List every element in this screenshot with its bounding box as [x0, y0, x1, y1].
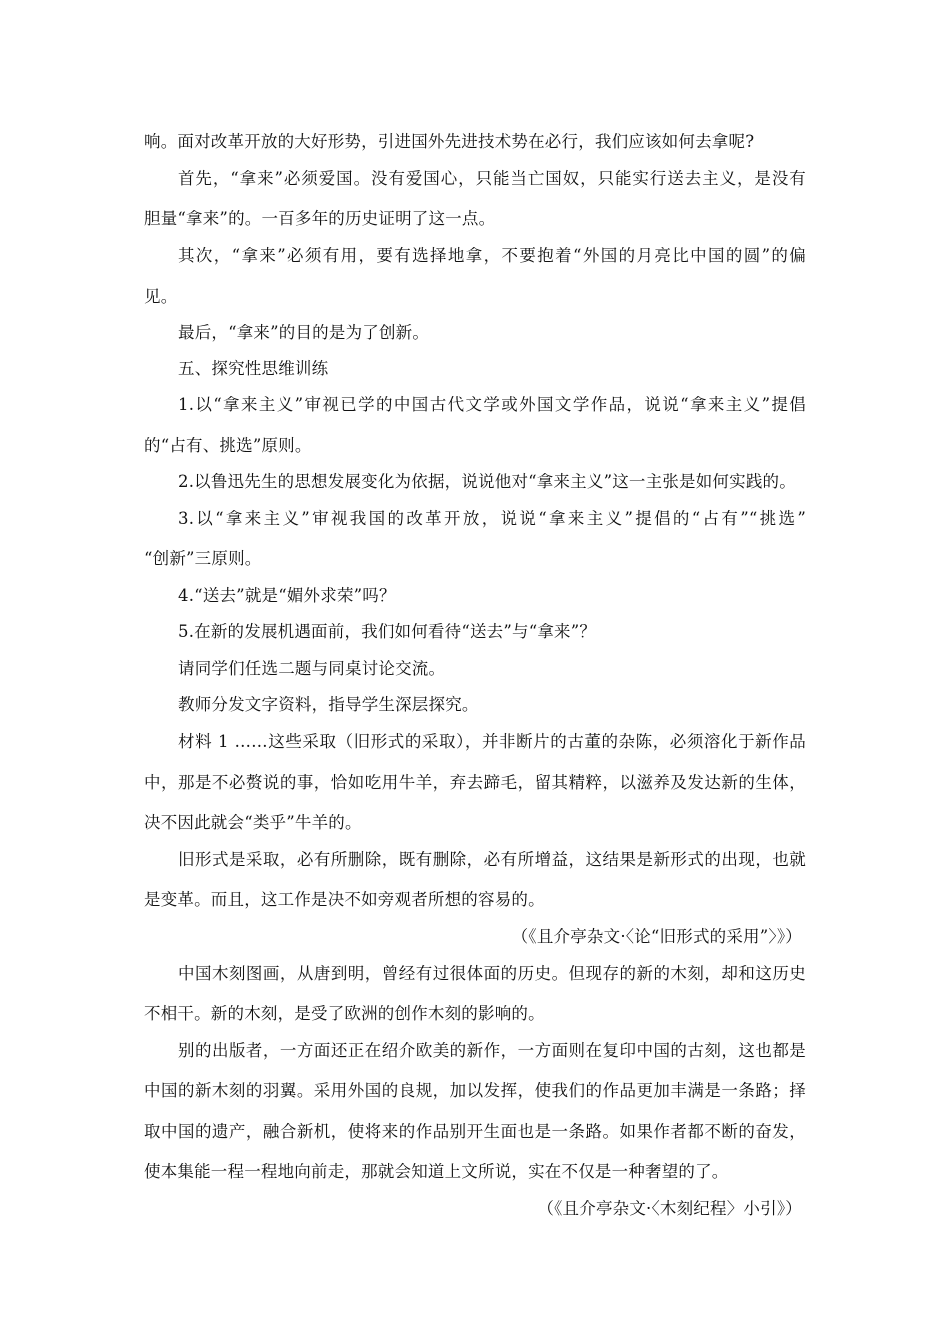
- text-line: 胆量“拿来”的。一百多年的历史证明了这一点。: [144, 209, 496, 228]
- text-line: 1.以“拿来主义”审视已学的中国古代文学或外国文学作品，说说“拿来主义”提倡: [178, 395, 806, 414]
- text-line: 中国的新木刻的羽翼。采用外国的良规，加以发挥，使我们的作品更加丰满是一条路；择: [144, 1081, 806, 1100]
- text-line: 不相干。新的木刻，是受了欧洲的创作木刻的影响的。: [144, 1004, 545, 1023]
- text-line: 2.以鲁迅先生的思想发展变化为依据，说说他对“拿来主义”这一主张是如何实践的。: [178, 472, 796, 491]
- text-line: 是变革。而且，这工作是决不如旁观者所想的容易的。: [144, 890, 545, 909]
- text-line: 最后，“拿来”的目的是为了创新。: [178, 323, 430, 342]
- text-line: 决不因此就会“类乎”牛羊的。: [144, 813, 362, 832]
- text-line: 使本集能一程一程地向前走，那就会知道上文所说，实在不仅是一种奢望的了。: [144, 1162, 729, 1181]
- text-line: 教师分发文字资料，指导学生深层探究。: [178, 695, 479, 714]
- text-line: 别的出版者，一方面还正在绍介欧美的新作，一方面则在复印中国的古刻，这也都是: [178, 1041, 806, 1060]
- text-line: 材料 1 ……这些采取（旧形式的采取），并非断片的古董的杂陈，必须溶化于新作品: [178, 732, 806, 751]
- text-line: 4.“送去”就是“媚外求荣”吗？: [178, 586, 396, 605]
- text-line: 其次，“拿来”必须有用，要有选择地拿，不要抱着“外国的月亮比中国的圆”的偏: [178, 246, 806, 265]
- section-heading: 五、探究性思维训练: [178, 359, 329, 378]
- text-line: 中，那是不必赘说的事，恰如吃用牛羊，弃去蹄毛，留其精粹，以滋养及发达新的生体，: [144, 773, 806, 792]
- text-line: 旧形式是采取，必有所删除，既有删除，必有所增益，这结果是新形式的出现，也就: [178, 850, 806, 869]
- text-line: 3.以“拿来主义”审视我国的改革开放，说说“拿来主义”提倡的“占有”“挑选”: [178, 509, 806, 528]
- text-line: 5.在新的发展机遇面前，我们如何看待“送去”与“拿来”？: [178, 622, 597, 641]
- text-line: 见。: [144, 287, 178, 306]
- text-line: 请同学们任选二题与同桌讨论交流。: [178, 659, 446, 678]
- text-line: 中国木刻图画，从唐到明，曾经有过很体面的历史。但现存的新的木刻，却和这历史: [178, 964, 806, 983]
- text-line: 首先，“拿来”必须爱国。没有爱国心，只能当亡国奴，只能实行送去主义，是没有: [178, 169, 806, 188]
- text-line: “创新”三原则。: [144, 549, 262, 568]
- text-line: 的“占有、挑选”原则。: [144, 436, 312, 455]
- source-citation: （《且介亭杂文·〈木刻纪程〉小引》）: [537, 1199, 802, 1218]
- text-line: 取中国的遗产，融合新机，使将来的作品别开生面也是一条路。如果作者都不断的奋发，: [144, 1122, 806, 1141]
- source-citation: （《且介亭杂文·〈论“旧形式的采用”〉》）: [511, 927, 802, 946]
- text-line: 响。面对改革开放的大好形势，引进国外先进技术势在必行，我们应该如何去拿呢?: [144, 132, 755, 151]
